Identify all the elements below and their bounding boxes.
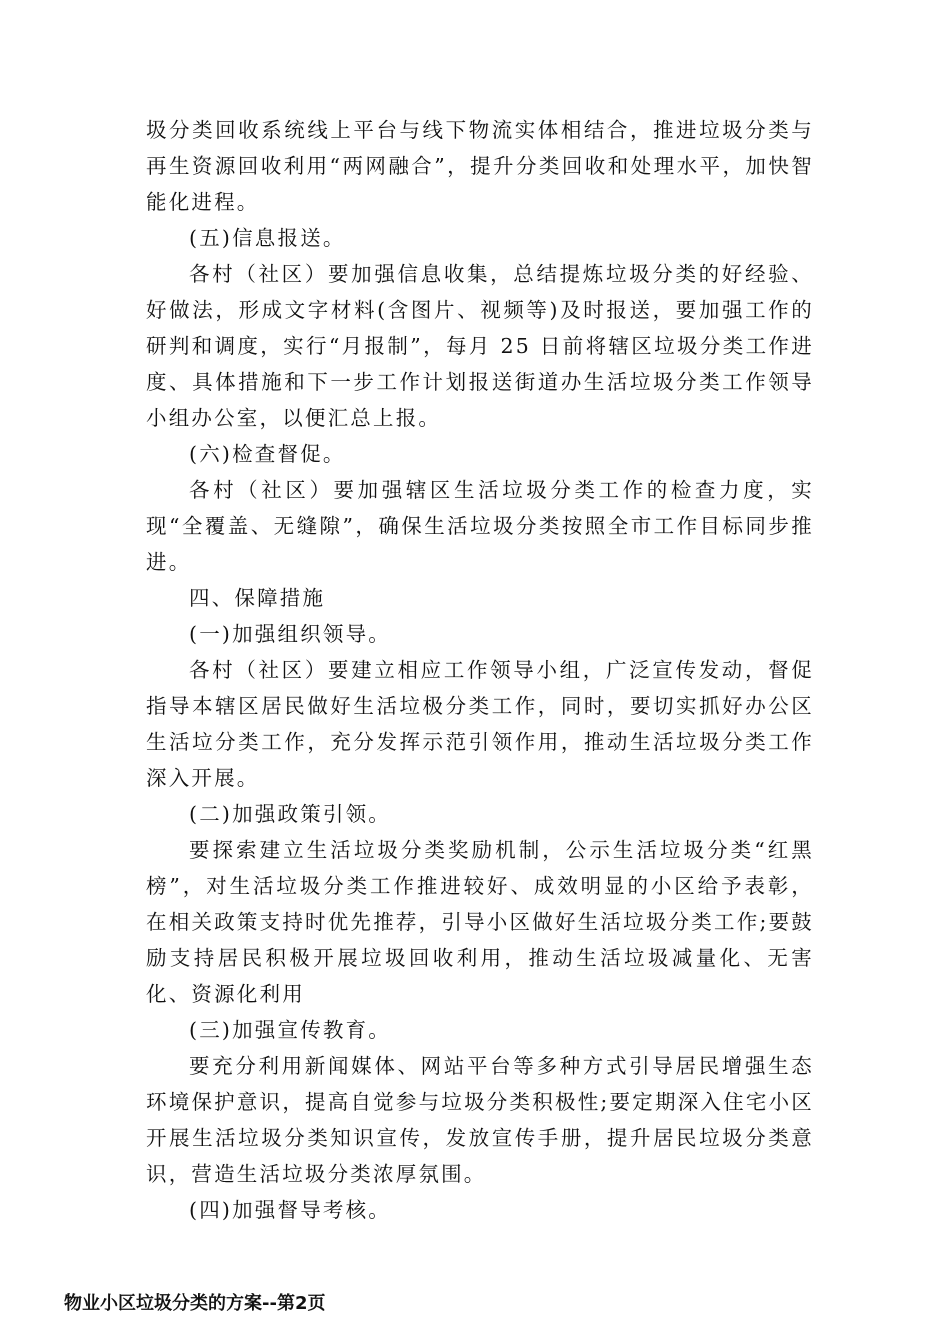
paragraph-information-reporting: 各村（社区）要加强信息收集，总结提炼垃圾分类的好经验、好做法，形成文字材料(含图片、视频等)及时报送，要加强工作的研判和调度，实行“月报制”，每月 25 日前将辖区垃圾分类工作进度、具体措施和下一步工作计划报送街道办生活垃圾分类工作领导小组办公室，以便汇总上报。 [146, 262, 814, 430]
page-footer: 物业小区垃圾分类的方案--第2页 [64, 1293, 326, 1314]
paragraph-inspection: 各村（社区）要加强辖区生活垃圾分类工作的检查力度，实现“全覆盖、无缝隙”，确保生活垃圾分类按照全市工作目标同步推进。 [146, 478, 814, 574]
section-heading-publicity: (三)加强宣传教育。 [189, 1018, 391, 1042]
paragraph-organization: 各村（社区）要建立相应工作领导小组，广泛宣传发动，督促指导本辖区居民做好生活垃极分类工作，同时，要切实抓好办公区生活垃分类工作，充分发挥示范引领作用，推动生活垃圾分类工作深入开展。 [146, 658, 814, 790]
paragraph-publicity: 要充分利用新闻媒体、网站平台等多种方式引导居民增强生态环境保护意识，提高自觉参与垃圾分类积极性;要定期深入住宅小区开展生活垃圾分类知识宣传，发放宣传手册，提升居民垃圾分类意识，营造生活垃圾分类浓厚氛围。 [146, 1054, 814, 1186]
section-heading-safeguards: 四、保障措施 [189, 586, 326, 610]
section-heading-policy: (二)加强政策引领。 [189, 802, 391, 826]
document-body [146, 112, 814, 1228]
section-heading-organization: (一)加强组织领导。 [189, 622, 391, 646]
section-heading-information-reporting: (五)信息报送。 [189, 226, 346, 250]
paragraph-policy: 要探索建立生活垃圾分类奖励机制，公示生活垃圾分类“红黑榜”，对生活垃圾分类工作推进较好、成效明显的小区给予表彰，在相关政策支持时优先推荐，引导小区做好生活垃圾分类工作;要鼓励支持居民积极开展垃圾回收利用，推动生活垃圾减量化、无害化、资源化利用 [146, 838, 814, 1006]
paragraph-continuation: 圾分类回收系统线上平台与线下物流实体相结合，推进垃圾分类与再生资源回收利用“两网融合”，提升分类回收和处理水平，加快智能化进程。 [146, 118, 814, 214]
section-heading-inspection: (六)检查督促。 [189, 442, 346, 466]
section-heading-supervision: (四)加强督导考核。 [189, 1198, 391, 1222]
